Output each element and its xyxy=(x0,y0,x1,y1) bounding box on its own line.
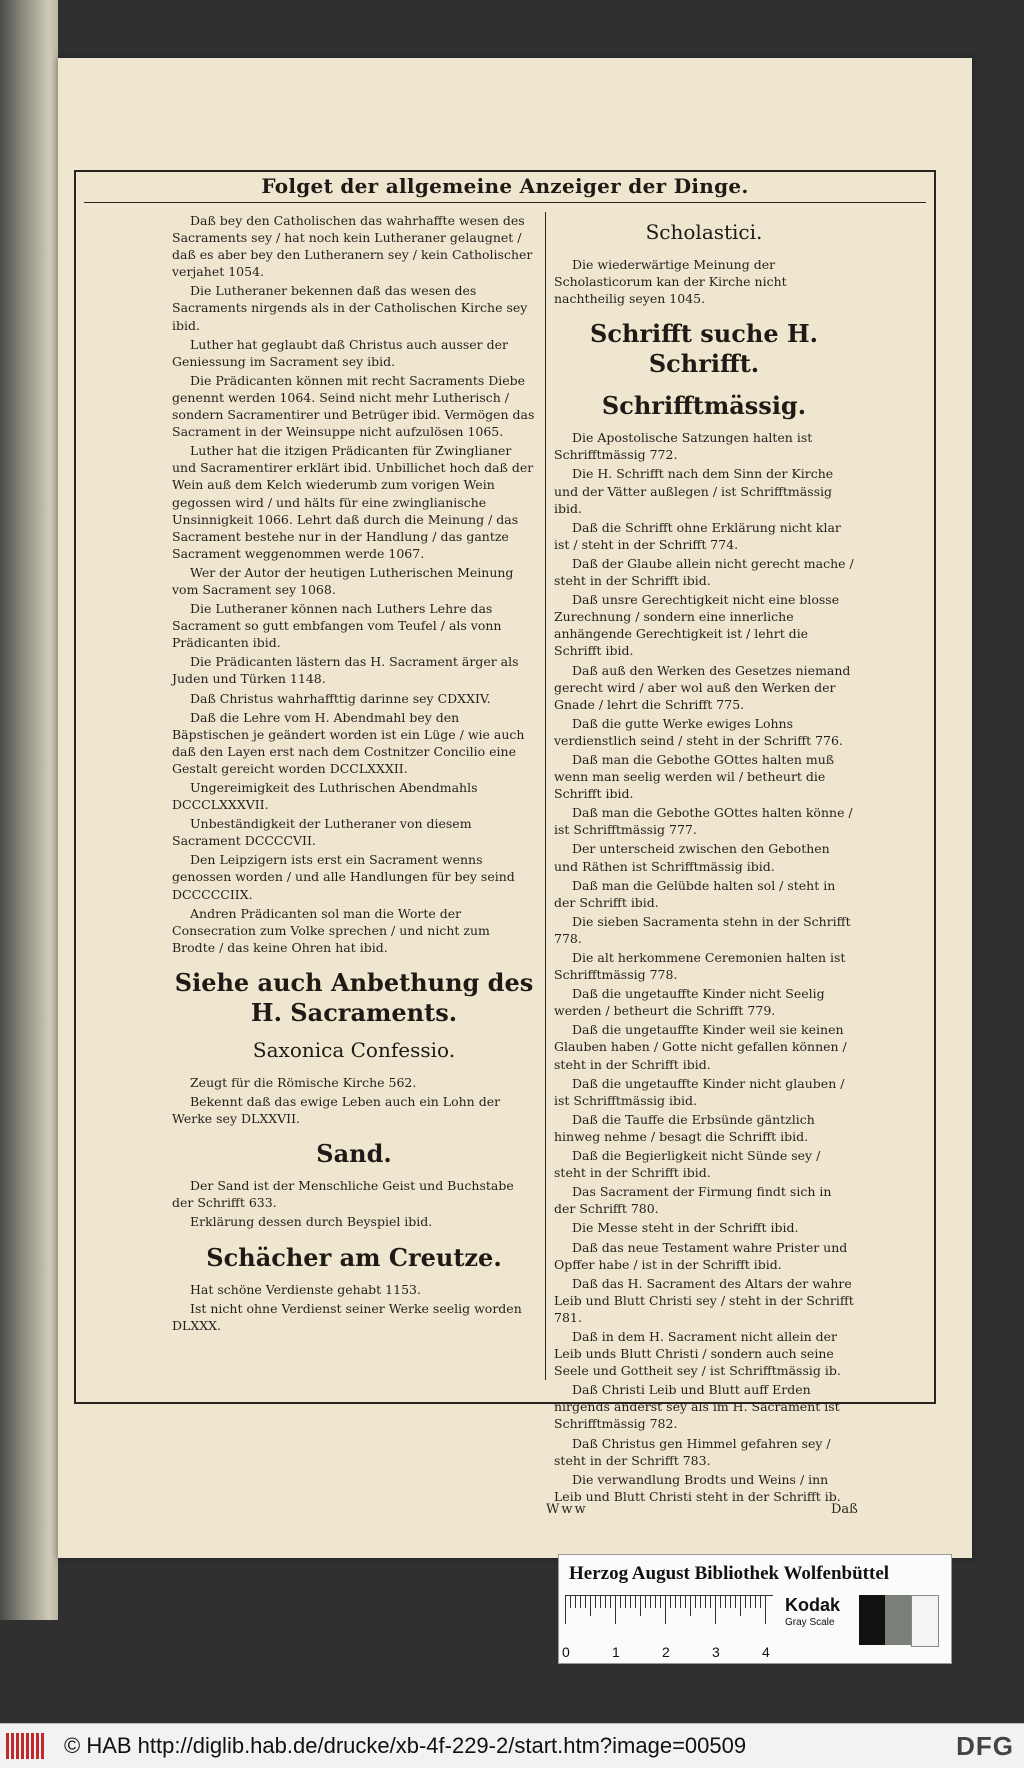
ruler-number: 1 xyxy=(612,1644,620,1660)
index-entry: Die H. Schrifft nach dem Sinn der Kirche und der Vätter außlegen / ist Schrifftmässig ibid. xyxy=(554,466,834,516)
ruler-tick xyxy=(645,1596,646,1608)
ruler-tick xyxy=(745,1596,746,1608)
index-entry: Luther hat geglaubt daß Christus auch ausser der Geniessung im Sacrament sey ibid. xyxy=(172,336,508,369)
ruler-tick xyxy=(610,1596,611,1608)
barcode-stripe xyxy=(6,1733,9,1759)
index-entry: Der Sand ist der Menschliche Geist und Buchstabe der Schrifft 633. xyxy=(172,1178,514,1211)
heading-schrifftmaessig: Schrifftmässig. xyxy=(601,391,807,421)
ruler-number: 3 xyxy=(712,1644,720,1660)
index-entry: Den Leipzigern ists erst ein Sacrament wenns genossen worden / und alle Handlungen für bey seind DCCCCCIIX. xyxy=(172,852,515,902)
index-entry: Daß das neue Testament wahre Prister und Opffer habe / ist in der Schrifft ibid. xyxy=(554,1239,848,1272)
ruler-tick xyxy=(760,1596,761,1608)
index-entry: Das Sacrament der Firmung findt sich in der Schrifft 780. xyxy=(554,1184,832,1217)
ruler-tick xyxy=(720,1596,721,1608)
footer-url[interactable]: © HAB http://diglib.hab.de/drucke/xb-4f-229-2/start.htm?image=00509 xyxy=(64,1733,747,1758)
signature-mark: Www xyxy=(546,1502,588,1517)
swatch-gray xyxy=(885,1595,911,1645)
ruler-tick xyxy=(630,1596,631,1608)
swatch-white xyxy=(911,1595,939,1647)
heading-sand: Sand. xyxy=(316,1139,392,1169)
kodak-label: Kodak xyxy=(785,1595,841,1615)
barcode-stripe xyxy=(36,1733,39,1759)
gray-scale-label: Gray Scale xyxy=(785,1617,835,1628)
page-frame xyxy=(74,170,936,1517)
index-entry: Die alt herkommene Ceremonien halten ist Schrifftmässig 778. xyxy=(554,950,846,983)
saxonica-entries xyxy=(172,1074,536,1127)
barcode-stripe xyxy=(26,1733,29,1759)
index-entry: Daß Christi Leib und Blutt auff Erden nirgends anderst sey als im H. Sacrament ist Schrifftmässig 782. xyxy=(554,1382,840,1432)
index-entry: Die Lutheraner können nach Luthers Lehre das Sacrament so gutt embfangen vom Teufel / als vonn Prädicanten ibid. xyxy=(172,601,502,651)
target-title: Herzog August Bibliothek Wolfenbüttel xyxy=(569,1563,890,1584)
left-column xyxy=(172,212,536,1336)
index-entry: Daß die Tauffe die Erbsünde gäntzlich hinweg nehme / besagt die Schrifft ibid. xyxy=(554,1111,815,1144)
ruler-tick xyxy=(655,1596,656,1608)
ruler-tick xyxy=(565,1596,566,1624)
ruler-tick xyxy=(580,1596,581,1608)
ruler-tick xyxy=(650,1596,651,1608)
index-entry: Hat schöne Verdienste gehabt 1153. xyxy=(190,1281,421,1297)
heading-scholastici: Scholastici. xyxy=(645,220,763,244)
ruler-tick xyxy=(680,1596,681,1608)
ruler-tick xyxy=(615,1596,616,1624)
barcode-stripe xyxy=(11,1733,14,1759)
ruler-tick xyxy=(625,1596,626,1608)
footer-bar xyxy=(0,1723,1024,1768)
ruler-tick xyxy=(600,1596,601,1608)
heading-schrifft: Schrifft suche H. Schrifft. xyxy=(590,319,818,379)
index-entry: Die Apostolische Satzungen halten ist Schrifftmässig 772. xyxy=(554,430,813,463)
heading-saxonica: Saxonica Confessio. xyxy=(252,1037,456,1062)
catchword: Daß xyxy=(831,1502,858,1517)
index-entry: Daß die gutte Werke ewiges Lohns verdienstlich seind / steht in der Schrifft 776. xyxy=(554,715,843,748)
adjacent-page-edge xyxy=(0,0,58,1620)
scholastici-entries xyxy=(554,256,854,307)
ruler-tick xyxy=(715,1596,716,1624)
barcode-stripe xyxy=(16,1733,19,1759)
index-entry: Der unterscheid zwischen den Gebothen und Räthen ist Schrifftmässig ibid. xyxy=(554,841,830,874)
index-entry: Wer der Autor der heutigen Lutherischen Meinung vom Sacrament sey 1068. xyxy=(172,564,514,597)
index-entry: Daß die Schrifft ohne Erklärung nicht klar ist / steht in der Schrifft 774. xyxy=(554,519,841,552)
ruler-tick xyxy=(730,1596,731,1608)
index-entry: Andren Prädicanten sol man die Worte der Consecration zum Volke sprechen / und nicht zum Brodte / das keine Ohren hat ibid. xyxy=(172,905,490,955)
ruler-tick xyxy=(635,1596,636,1608)
ruler-tick xyxy=(710,1596,711,1608)
index-entry: Daß man die Gebothe GOttes halten könne / ist Schrifftmässig 777. xyxy=(554,805,853,838)
ruler-tick xyxy=(660,1596,661,1608)
ruler-tick xyxy=(750,1596,751,1608)
index-entry: Daß Christus gen Himmel gefahren sey / steht in der Schrifft 783. xyxy=(554,1435,831,1468)
ruler-tick xyxy=(570,1596,571,1608)
ruler-tick xyxy=(705,1596,706,1608)
right-entries xyxy=(554,429,854,1505)
ruler-number: 2 xyxy=(662,1644,670,1660)
index-entry: Daß der Glaube allein nicht gerecht mache / steht in der Schrifft ibid. xyxy=(554,555,854,589)
index-entry: Die Lutheraner bekennen daß das wesen des Sacraments nirgends als in der Catholischen Kirche sey ibid. xyxy=(172,283,528,333)
swatch-black xyxy=(859,1595,885,1645)
ruler-tick xyxy=(640,1596,641,1616)
index-entry: Daß die Begierligkeit nicht Sünde sey / steht in der Schrifft ibid. xyxy=(554,1148,821,1181)
barcode-stripe xyxy=(31,1733,34,1759)
index-entry: Ist nicht ohne Verdienst seiner Werke seelig worden DLXXX. xyxy=(172,1300,522,1333)
ruler-number: 0 xyxy=(562,1644,570,1660)
index-entry: Daß unsre Gerechtigkeit nicht eine blosse Zurechnung / sondern eine innerliche anhängende Gerechtigkeit ist / lehrt die Schrifft ibid. xyxy=(554,592,840,659)
index-entry: Die wiederwärtige Meinung der Scholasticorum kan der Kirche nicht nachtheilig seyen 1045. xyxy=(554,257,787,307)
index-entry: Daß man die Gelübde halten sol / steht in der Schrifft ibid. xyxy=(554,877,836,910)
ruler-tick xyxy=(590,1596,591,1616)
index-entry: Zeugt für die Römische Kirche 562. xyxy=(190,1074,417,1090)
hab-barcode-icon xyxy=(6,1733,48,1759)
index-entry: Daß die ungetauffte Kinder nicht glauben / ist Schrifftmässig ibid. xyxy=(554,1075,845,1108)
index-entry: Die sieben Sacramenta stehn in der Schrifft 778. xyxy=(554,913,851,946)
index-entry: Daß man die Gebothe GOttes halten muß wenn man seelig werden wil / betheurt die Schrifft ibid. xyxy=(554,751,835,802)
index-entry: Daß Christus wahrhaffttig darinne sey CDXXIV. xyxy=(190,690,491,706)
index-entry: Die verwandlung Brodts und Weins / inn Leib und Blutt Christi steht in der Schrifft ib. xyxy=(554,1471,841,1504)
ruler-number: 4 xyxy=(762,1644,770,1660)
ruler-tick xyxy=(695,1596,696,1608)
ruler-tick xyxy=(765,1596,766,1624)
column-divider xyxy=(545,212,546,1380)
right-column xyxy=(554,212,854,1507)
ruler-tick xyxy=(670,1596,671,1608)
ruler-tick xyxy=(755,1596,756,1608)
ruler-tick xyxy=(685,1596,686,1608)
ruler-tick xyxy=(605,1596,606,1608)
index-entry: Daß in dem H. Sacrament nicht allein der Leib unds Blutt Christi / sondern auch seine Seele und Gottheit sey / ist Schrifftmässig ib. xyxy=(554,1328,841,1379)
barcode-stripe xyxy=(41,1733,44,1759)
index-entry: Daß bey den Catholischen das wahrhaffte wesen des Sacraments sey / hat noch kein Lutheraner gelaugnet / daß es aber bey den Lutheranern sey / kein Catholischer verjahet 1054. xyxy=(172,213,533,280)
color-target xyxy=(558,1554,952,1664)
ruler-tick xyxy=(740,1596,741,1616)
ruler-tick xyxy=(595,1596,596,1608)
ruler-tick xyxy=(620,1596,621,1608)
heading-schaecher: Schächer am Creutze. xyxy=(206,1242,502,1272)
index-entry: Bekennt daß das ewige Leben auch ein Lohn der Werke sey DLXXVII. xyxy=(172,1094,501,1127)
ruler-tick xyxy=(725,1596,726,1608)
ruler-scale xyxy=(562,1595,773,1660)
header-rule xyxy=(84,202,926,203)
index-entry: Daß die ungetauffte Kinder nicht Seelig werden / betheurt die Schrifft 779. xyxy=(554,986,825,1019)
running-header: Folget der allgemeine Anzeiger der Dinge. xyxy=(261,174,749,198)
ruler-tick xyxy=(665,1596,666,1624)
index-entry: Die Prädicanten lästern das H. Sacrament ärger als Juden und Türken 1148. xyxy=(172,654,519,687)
barcode-stripe xyxy=(21,1733,24,1759)
ruler-tick xyxy=(585,1596,586,1608)
left-entries xyxy=(172,212,536,956)
ruler-tick xyxy=(700,1596,701,1608)
heading-siehe-anbethung: Siehe auch Anbethung des H. Sacraments. xyxy=(174,967,534,1027)
index-entry: Luther hat die itzigen Prädicanten für Zwinglianer und Sacramentirer erklärt ibid. Unbillichet hoch daß der Wein auß dem Kelch wiederumb zum vorigen Wein gegossen wird / und hälts für eine zwinglianische Unsinnigkeit 1066. Lehrt daß durch die Meinung / das Sacrament bestehe nur in der Handlung / das gantze Sacrament weggenommen werde 1067. xyxy=(172,443,534,561)
index-entry: Die Messe steht in der Schrifft ibid. xyxy=(572,1220,799,1236)
book-page xyxy=(58,58,972,1558)
ruler-tick xyxy=(735,1596,736,1608)
index-entry: Daß auß den Werken des Gesetzes niemand gerecht wird / aber wol auß den Werken der Gnade / lehrt die Schrifft 775. xyxy=(554,662,851,712)
index-entry: Erklärung dessen durch Beyspiel ibid. xyxy=(190,1214,433,1230)
ruler-tick xyxy=(675,1596,676,1608)
ruler-tick xyxy=(690,1596,691,1616)
index-entry: Daß die Lehre vom H. Abendmahl bey den Bäpstischen je geändert worden ist ein Lüge / wie auch daß den Layen erst nach dem Costnitzer Concilio eine Gestalt gereicht worden DCCLXXXII. xyxy=(172,709,525,776)
index-entry: Die Prädicanten können mit recht Sacraments Diebe genennt werden 1064. Seind nicht mehr Lutherisch / sondern Sacramentirer und Betrüger ibid. Vermögen das Sacrament in der Weinsuppe nicht aufzulösen 1065. xyxy=(172,372,535,440)
index-entry: Ungereimigkeit des Luthrischen Abendmahls DCCCLXXXVII. xyxy=(172,780,478,813)
schaecher-entries xyxy=(172,1281,536,1334)
index-entry: Daß das H. Sacrament des Altars der wahre Leib und Blutt Christi sey / steht in der Schrifft 781. xyxy=(554,1275,854,1325)
sand-entries xyxy=(172,1177,536,1230)
dfg-logo: DFG xyxy=(956,1731,1014,1761)
ruler-tick xyxy=(575,1596,576,1608)
index-entry: Unbeständigkeit der Lutheraner von diesem Sacrament DCCCCVII. xyxy=(172,816,472,849)
index-entry: Daß die ungetauffte Kinder weil sie keinen Glauben haben / Gotte nicht gefallen können / steht in der Schrifft ibid. xyxy=(554,1022,847,1072)
